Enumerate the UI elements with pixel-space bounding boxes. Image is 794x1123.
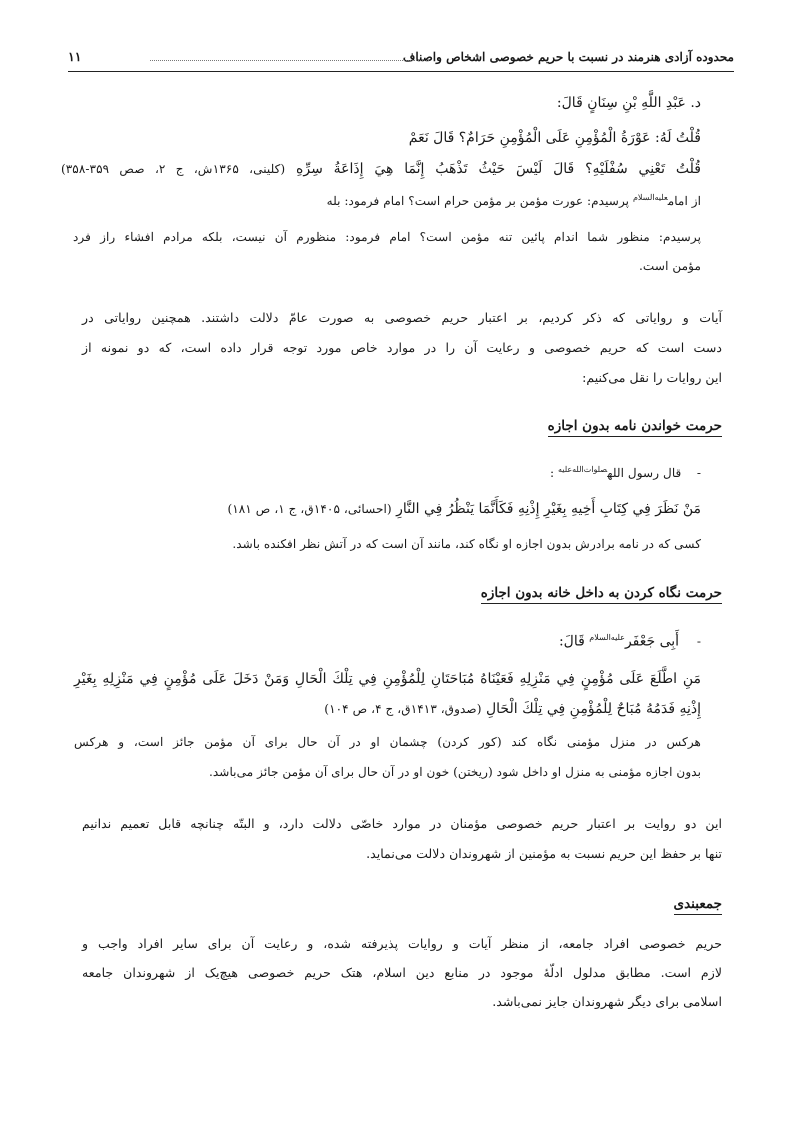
paragraph-1-line-1: آیات و روایاتی که ذکر کردیم، بر اعتبار حریم خصوصی به صورت عامّ دلالت داشتند. همچنین روایاتی در	[82, 310, 722, 325]
paragraph-1-line-2: دست است که حریم خصوصی و رعایت آن را در موارد خاص مورد توجه قرار داده است، که دو نمونه از	[82, 340, 722, 355]
honorific-superscript: علیه‌السلام	[632, 193, 668, 202]
arabic-quote-line-2	[61, 162, 701, 176]
narration-intro-arabic: عَبْدِ اللَّهِ بْنِ سِنَانٍ قَالَ:	[556, 95, 686, 111]
citation: (احسائی، ۱۴۰۵ق، ج ۱، ص ۱۸۱)	[227, 502, 392, 516]
hadith-intro-post: قَالَ:	[558, 633, 585, 650]
section-heading-house: حرمت نگاه کردن به داخل خانه بدون اجازه	[481, 585, 722, 604]
narration-intro-prefix: د.	[690, 95, 701, 111]
section-heading-letter: حرمت خواندن نامه بدون اجازه	[548, 418, 722, 437]
hadith-intro-text: أَبِی جَعْفَر	[624, 633, 680, 650]
translation-line-2: پرسیدم: منظور شما اندام پائین تنه مؤمن است؟ امام فرمود: منظورم آن نیست، بلکه مرادم افشاء راز فرد	[73, 230, 701, 244]
bullet: -	[696, 634, 701, 649]
arabic-quote-text: إِذْنِهِ فَدَمُهُ مُبَاحٌ لِلْمُؤْمِنِ فِي تِلْكَ الْحَالِ	[485, 701, 701, 717]
paragraph-2-line-2: تنها بر حفظ این حریم نسبت به مؤمنین از شهروندان دلالت می‌نماید.	[366, 846, 722, 861]
arabic-quote-text: قُلْتُ تَعْنِي سُفْلَيْهِ؟ قَالَ لَيْسَ حَيْثُ تَذْهَبُ إِنَّمَا هِيَ إِذَاعَةُ سِرِّهِ	[296, 161, 701, 177]
paragraph-2-line-1: این دو روایت بر اعتبار حریم خصوصی مؤمنان در موارد خاصّی دلالت دارد، و البتّه چنانچه قابل تعمیم ندانیم	[82, 816, 722, 831]
hadith-arabic-1	[227, 502, 701, 516]
paragraph-1-line-3: این روایات را نقل می‌کنیم:	[582, 370, 722, 385]
header-rule	[68, 71, 734, 72]
hadith-arabic-2-line-1: مَنِ اطَّلَعَ عَلَى مُؤْمِنٍ فِي مَنْزِلِهِ فَعَيْنَاهُ مُبَاحَتَانِ لِلْمُؤْمِنِ فِي تِلْكَ الْحَالِ وَمَنْ دَخَلَ عَلَى مُؤْمِنٍ فِي مَنْزِلِهِ بِغَيْرِ	[74, 671, 701, 687]
colon: :	[550, 466, 555, 481]
honorific-superscript: صلوات‌الله‌علیه	[558, 465, 608, 474]
hadith-intro-text: قال رسول الله	[607, 466, 682, 481]
citation: (کلینی، ۱۳۶۵ش، ج ۲، صص ۳۵۹-۳۵۸)	[61, 162, 286, 176]
hadith-translation-2-line-1: هرکس در منزل مؤمنی نگاه کند (کور کردن) چشمان او در آن حال برای آن مؤمن جائز است، و هرکس	[74, 735, 701, 749]
translation-line-1	[327, 194, 701, 207]
hadith-arabic-2-line-2	[324, 702, 701, 716]
citation: (صدوق، ۱۴۱۳ق، ج ۴، ص ۱۰۴)	[324, 702, 482, 716]
translation-line-3: مؤمن است.	[639, 259, 701, 273]
section-heading-conclusion: جمعبندی	[674, 896, 722, 915]
bullet: -	[696, 466, 701, 481]
arabic-quote-line-1: قُلْتُ لَهُ: عَوْرَةُ الْمُؤْمِنِ عَلَى الْمُؤْمِنِ حَرَامٌ؟ قَالَ نَعَمْ	[408, 130, 701, 146]
translation-prefix: از امام	[667, 194, 701, 209]
hadith-intro-2	[559, 634, 701, 649]
conclusion-line-2: لازم است. مطابق مدلول ادلّۀ موجود در منابع دین اسلام، هتک حریم خصوصی هیچ‌یک از شهروندان جامعه	[82, 965, 722, 980]
running-header	[68, 44, 734, 70]
hadith-translation-1: کسی که در نامه برادرش بدون اجازه او نگاه کند، مانند آن است که در آتش نظر افکنده باشد.	[232, 537, 701, 551]
arabic-quote-text: مَنْ نَظَرَ فِي كِتَابِ أَخِيهِ بِغَيْرِ إِذْنِهِ فَكَأَنَّمَا يَنْظُرُ فِي النَّارِ	[396, 501, 701, 517]
narration-intro	[557, 96, 701, 110]
conclusion-line-1: حریم خصوصی افراد جامعه، از منظر آیات و روایات پذیرفته شده، و رعایت آن برای سایر افراد واجب و	[82, 936, 722, 951]
page-number: ۱۱	[68, 49, 82, 64]
conclusion-line-3: اسلامی برای دیگر شهروندان جایز نمی‌باشد.	[492, 994, 722, 1009]
header-dot-leader	[150, 60, 429, 61]
hadith-translation-2-line-2: بدون اجازه مؤمنی به منزل او داخل شود (ریختن) خون او در آن حال برای آن مؤمن جائز می‌باشد.	[208, 765, 701, 779]
hadith-intro-1	[550, 466, 701, 479]
honorific-superscript: علیه‌السلام	[589, 633, 625, 642]
header-title: محدوده آزادی هنرمند در نسبت با حریم خصوصی اشخاص واصناف	[402, 50, 734, 64]
translation-text: پرسیدم: عورت مؤمن بر مؤمن حرام است؟ امام فرمود: بله	[326, 194, 630, 209]
